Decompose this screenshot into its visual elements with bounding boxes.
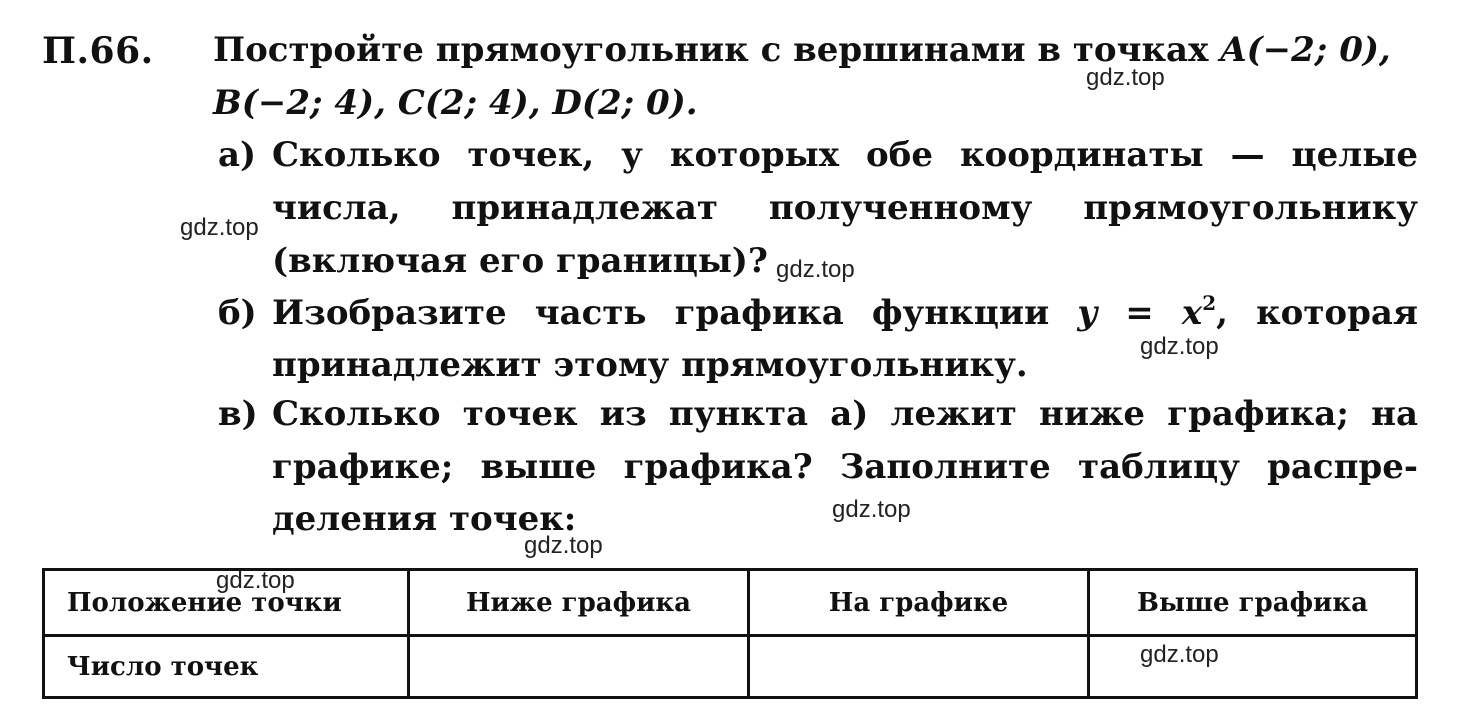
header-position: Положение точки	[44, 570, 409, 636]
item-v-line-3: деления точек:	[272, 499, 577, 539]
formula-x: x	[1181, 293, 1203, 333]
problem-number: П.66.	[42, 30, 154, 72]
statement-line-1	[213, 30, 1391, 70]
point-a: A(−2; 0),	[1220, 30, 1391, 70]
item-v-label: в)	[218, 394, 258, 434]
item-b-line-2: принадлежит этому прямоугольнику.	[272, 345, 1028, 385]
watermark: gdz.top	[216, 567, 295, 594]
item-b-label: б)	[218, 293, 257, 333]
formula-eq: =	[1097, 293, 1182, 333]
item-v-line-1: Сколько точек из пункта а) лежит ниже графика; на	[272, 394, 1418, 434]
item-b-line-1: Изобразите часть графика функции $y = x^2$, которая	[272, 291, 1418, 333]
header-on: На графике	[749, 570, 1089, 636]
item-a-label: а)	[218, 135, 257, 175]
item-v-line-2: графике; выше графика? Заполните таблицу распре-	[272, 447, 1418, 487]
watermark: gdz.top	[832, 496, 911, 523]
cell-on[interactable]	[749, 636, 1089, 698]
statement-line-2: B(−2; 4), C(2; 4), D(2; 0).	[213, 83, 698, 123]
formula-y: y	[1077, 293, 1098, 333]
cell-above[interactable]	[1089, 636, 1417, 698]
header-above: Выше графика	[1089, 570, 1417, 636]
watermark: gdz.top	[776, 256, 855, 283]
statement-text: Постройте прямоугольник с вершинами в точках	[213, 30, 1221, 70]
watermark: gdz.top	[180, 214, 259, 241]
item-a-line-1: Сколько точек, у которых обе координаты — целые	[272, 135, 1418, 175]
item-a-line-3: (включая его границы)?	[272, 241, 768, 281]
item-a-line-2: числа, принадлежат полученному прямоугольнику	[272, 188, 1418, 228]
row-label-count: Число точек	[44, 636, 409, 698]
watermark: gdz.top	[1140, 333, 1219, 360]
watermark: gdz.top	[1140, 641, 1219, 668]
formula-exponent: 2	[1202, 291, 1217, 315]
cell-below[interactable]	[409, 636, 749, 698]
watermark: gdz.top	[524, 532, 603, 559]
header-below: Ниже графика	[409, 570, 749, 636]
watermark: gdz.top	[1086, 64, 1165, 91]
